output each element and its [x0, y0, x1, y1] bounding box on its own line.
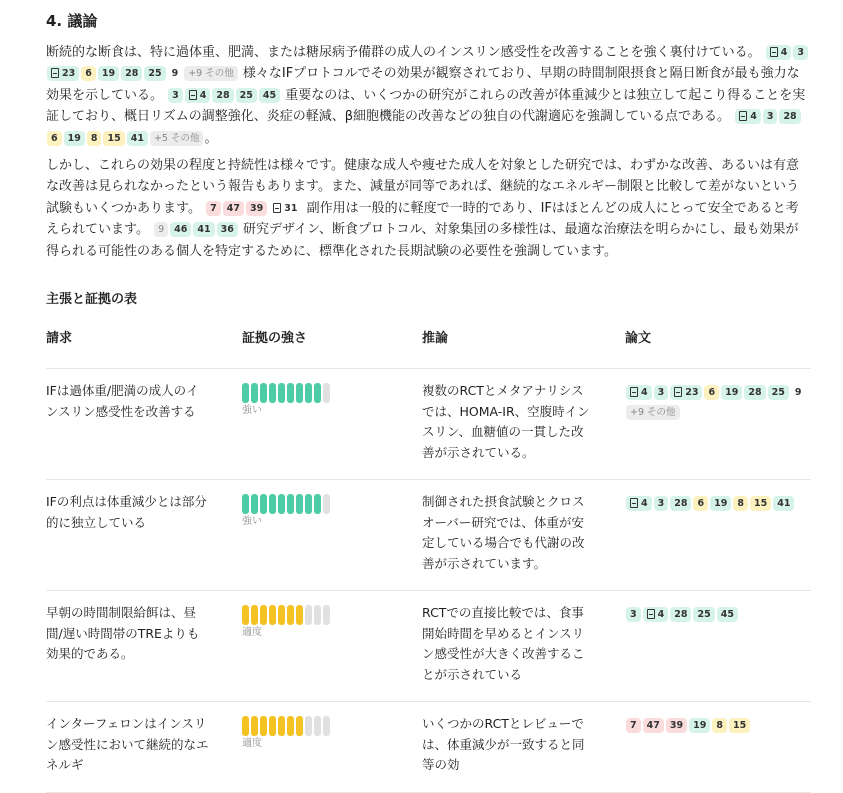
citation-group: [625, 492, 811, 513]
strength-meter: [242, 494, 422, 514]
citation-chip[interactable]: 19: [710, 496, 731, 511]
citation-chip[interactable]: 47: [223, 201, 244, 216]
citation-chip[interactable]: 15: [103, 131, 124, 146]
reasoning-cell: [422, 591, 625, 702]
reasoning-cell: [422, 702, 625, 793]
strength-bar-segment: [287, 716, 294, 736]
citation-chip[interactable]: 4: [626, 496, 652, 511]
claims-evidence-table: [46, 326, 811, 793]
document-icon: [739, 111, 747, 121]
citation-chip[interactable]: 6: [81, 66, 96, 81]
citation-chip[interactable]: 25: [768, 385, 789, 400]
citation-chip[interactable]: 46: [170, 222, 191, 237]
citation-chip[interactable]: 19: [64, 131, 85, 146]
papers-cell: [625, 369, 811, 480]
citation-chip[interactable]: 19: [98, 66, 119, 81]
strength-cell: [242, 702, 422, 793]
citation-chip[interactable]: 23: [670, 385, 702, 400]
paragraph-text: 重要なのは、いくつかの研究がこれらの改善が体重減少とは独立して起こり得ることを実証しており、概日リズムの調整強化、炎症の軽減、β細胞機能の改善などの独自の代謝適応を強調している点である。: [46, 87, 806, 125]
paragraph-text: 副作用は一般的に軽度で一時的であり、IFはほとんどの成人にとって安全であると考えられています。: [46, 200, 799, 238]
header-strength: 証拠の強さ: [242, 326, 422, 369]
citation-chip[interactable]: 39: [666, 718, 687, 733]
strength-bar-segment: [242, 383, 249, 403]
strength-bar-segment: [278, 605, 285, 625]
header-papers: 論文: [625, 326, 811, 369]
strength-bar-segment: [287, 605, 294, 625]
reasoning-text: いくつかのRCTとレビューでは、体重減少が一致すると同等の効: [422, 716, 585, 773]
citation-chip[interactable]: 19: [721, 385, 742, 400]
citation-chip[interactable]: 8: [733, 496, 748, 511]
citation-chip[interactable]: 6: [693, 496, 708, 511]
claim-cell: [46, 480, 242, 591]
strength-bar-segment: [269, 494, 276, 514]
citation-chip[interactable]: 9: [154, 222, 168, 237]
citation-chip[interactable]: 28: [121, 66, 142, 81]
citation-chip[interactable]: 28: [779, 109, 800, 124]
papers-cell: [625, 702, 811, 793]
table-row: [46, 591, 811, 702]
reasoning-text: 複数のRCTとメタアナリシスでは、HOMA-IR、空腹時インスリン、血糖値の一貫した改善が示されている。: [422, 383, 590, 460]
citation-chip[interactable]: 8: [87, 131, 102, 146]
table-row: [46, 369, 811, 480]
paragraph-text: 様々なIFプロトコルでその効果が観察されており、早期の時間制限摂食と隔日断食が最も強力な効果を示している。: [46, 66, 800, 103]
citation-chip[interactable]: 25: [236, 88, 257, 103]
citation-chip[interactable]: 3: [763, 109, 778, 124]
citation-chip[interactable]: 15: [750, 496, 771, 511]
citation-chip[interactable]: 19: [689, 718, 710, 733]
strength-label: 強い: [242, 405, 262, 417]
document-icon: [189, 90, 197, 100]
strength-bar-segment: [314, 383, 321, 403]
citation-chip[interactable]: 41: [773, 496, 794, 511]
strength-cell: [242, 480, 422, 591]
strength-bar-segment: [278, 383, 285, 403]
strength-label: 適度: [242, 627, 262, 639]
citation-chip[interactable]: 3: [793, 45, 808, 60]
strength-meter: [242, 716, 422, 736]
reasoning-cell: [422, 480, 625, 591]
strength-bar-segment: [323, 494, 330, 514]
strength-cell: [242, 591, 422, 702]
papers-cell: [625, 591, 811, 702]
strength-bar-segment: [287, 494, 294, 514]
strength-meter: [242, 383, 422, 403]
citation-chip[interactable]: 41: [127, 131, 148, 146]
citation-group: [153, 222, 239, 237]
citation-chip[interactable]: 39: [246, 201, 267, 216]
citation-chip[interactable]: +9 その他: [626, 405, 680, 420]
table-title: 主張と証拠の表: [46, 292, 138, 308]
citation-chip[interactable]: +5 その他: [150, 131, 204, 146]
document-icon: [674, 387, 682, 397]
table-row: [46, 480, 811, 591]
strength-bar-segment: [296, 605, 303, 625]
citation-chip[interactable]: 7: [206, 201, 221, 216]
strength-meter: [242, 605, 422, 625]
citation-chip[interactable]: 15: [729, 718, 750, 733]
strength-bar-segment: [305, 383, 312, 403]
citation-chip[interactable]: 3: [654, 385, 669, 400]
strength-bar-segment: [323, 716, 330, 736]
document-icon: [630, 498, 638, 508]
strength-bar-segment: [287, 383, 294, 403]
citation-chip[interactable]: 31: [269, 201, 301, 216]
citation-chip[interactable]: 28: [670, 496, 691, 511]
document-icon: [273, 203, 281, 213]
strength-bar-segment: [305, 494, 312, 514]
paragraph-text: 。: [204, 130, 218, 146]
strength-bar-segment: [269, 383, 276, 403]
strength-bar-segment: [242, 716, 249, 736]
citation-chip[interactable]: 7: [626, 718, 641, 733]
citation-chip[interactable]: 4: [185, 88, 211, 103]
citation-group: [625, 603, 811, 624]
paragraph-2: [46, 155, 811, 262]
document-icon: [51, 68, 59, 78]
document-icon: [770, 47, 778, 57]
strength-bar-segment: [278, 494, 285, 514]
citation-group: [205, 201, 302, 216]
citation-chip[interactable]: 23: [47, 66, 79, 81]
papers-cell: [625, 480, 811, 591]
document-icon: [647, 609, 655, 619]
citation-chip[interactable]: 3: [626, 607, 641, 622]
paragraph-text: 断続的な断食は、特に過体重、肥満、または糖尿病予備群の成人のインスリン感受性を改善することを強く裏付けている。: [46, 45, 761, 60]
strength-bar-segment: [242, 494, 249, 514]
strength-bar-segment: [305, 716, 312, 736]
section-title: 4. 議論: [46, 12, 98, 30]
claim-text: インターフェロンはインスリン感受性において継続的なエネルギ: [46, 716, 209, 773]
claim-cell: [46, 591, 242, 702]
strength-bar-segment: [251, 494, 258, 514]
citation-chip[interactable]: 45: [259, 88, 280, 103]
citation-chip[interactable]: 28: [744, 385, 765, 400]
claim-text: IFの利点は体重減少とは部分的に独立している: [46, 494, 207, 530]
strength-label: 強い: [242, 516, 262, 528]
claim-text: IFは過体重/肥満の成人のインスリン感受性を改善する: [46, 383, 199, 419]
strength-bar-segment: [251, 383, 258, 403]
claim-cell: [46, 702, 242, 793]
paragraph-1: [46, 42, 811, 149]
strength-bar-segment: [260, 383, 267, 403]
strength-bar-segment: [296, 494, 303, 514]
strength-bar-segment: [296, 383, 303, 403]
citation-group: [625, 714, 811, 735]
citation-chip[interactable]: 28: [212, 88, 233, 103]
reasoning-text: 制御された摂食試験とクロスオーバー研究では、体重が安定している場合でも代謝の改善が示されています。: [422, 494, 585, 571]
citation-chip[interactable]: 25: [693, 607, 714, 622]
header-claim: 請求: [46, 326, 242, 369]
citation-chip[interactable]: 9: [794, 387, 802, 399]
strength-label: 適度: [242, 738, 262, 750]
citation-chip[interactable]: 4: [626, 385, 652, 400]
citation-chip[interactable]: 4: [735, 109, 761, 124]
strength-bar-segment: [314, 494, 321, 514]
citation-chip[interactable]: 3: [654, 496, 669, 511]
citation-chip[interactable]: 47: [643, 718, 664, 733]
strength-bar-segment: [251, 605, 258, 625]
citation-chip[interactable]: 9: [171, 68, 179, 80]
strength-bar-segment: [278, 716, 285, 736]
citation-chip[interactable]: 28: [670, 607, 691, 622]
strength-bar-segment: [305, 605, 312, 625]
table-row: [46, 702, 811, 793]
strength-cell: [242, 369, 422, 480]
citation-chip[interactable]: 45: [717, 607, 738, 622]
strength-bar-segment: [323, 605, 330, 625]
citation-chip[interactable]: 6: [47, 131, 62, 146]
citation-chip[interactable]: 41: [193, 222, 214, 237]
paragraph-text: 研究デザイン、断食プロトコル、対象集団の多様性は、最適な治療法を明らかにし、最も効果が得られる可能性のある個人を特定するために、標準化された長期試験の必要性を強調しています。: [46, 222, 799, 259]
citation-chip[interactable]: 36: [217, 222, 238, 237]
strength-bar-segment: [260, 716, 267, 736]
citation-chip[interactable]: 25: [144, 66, 165, 81]
header-reasoning: 推論: [422, 326, 625, 369]
strength-bar-segment: [296, 716, 303, 736]
citation-chip[interactable]: 4: [766, 45, 792, 60]
strength-bar-segment: [269, 716, 276, 736]
citation-chip[interactable]: 6: [704, 385, 719, 400]
reasoning-text: RCTでの直接比較では、食事開始時間を早めるとインスリン感受性が大きく改善することが示されている: [422, 605, 585, 682]
citation-chip[interactable]: +9 その他: [184, 66, 238, 81]
table-header-row: [46, 326, 811, 369]
strength-bar-segment: [314, 605, 321, 625]
citation-chip[interactable]: 4: [643, 607, 669, 622]
strength-bar-segment: [242, 605, 249, 625]
paragraph-text: しかし、これらの効果の程度と持続性は様々です。健康な成人や痩せた成人を対象とした研究では、わずかな改善、あるいは有意な改善は見られなかったという報告もあります。また、減量が同等であれば、継続的なエネルギー制限と比較して差がないという試験もいくつかあります。: [46, 158, 799, 216]
strength-bar-segment: [260, 605, 267, 625]
claim-cell: [46, 369, 242, 480]
citation-group: [625, 381, 811, 422]
strength-bar-segment: [269, 605, 276, 625]
citation-chip[interactable]: 8: [712, 718, 727, 733]
document-icon: [630, 387, 638, 397]
strength-bar-segment: [260, 494, 267, 514]
strength-bar-segment: [251, 716, 258, 736]
strength-bar-segment: [314, 716, 321, 736]
citation-group: [167, 88, 281, 103]
strength-bar-segment: [323, 383, 330, 403]
reasoning-cell: [422, 369, 625, 480]
claim-text: 早朝の時間制限給餌は、昼間/遅い時間帯のTREよりも効果的である。: [46, 605, 200, 662]
citation-chip[interactable]: 3: [168, 88, 183, 103]
